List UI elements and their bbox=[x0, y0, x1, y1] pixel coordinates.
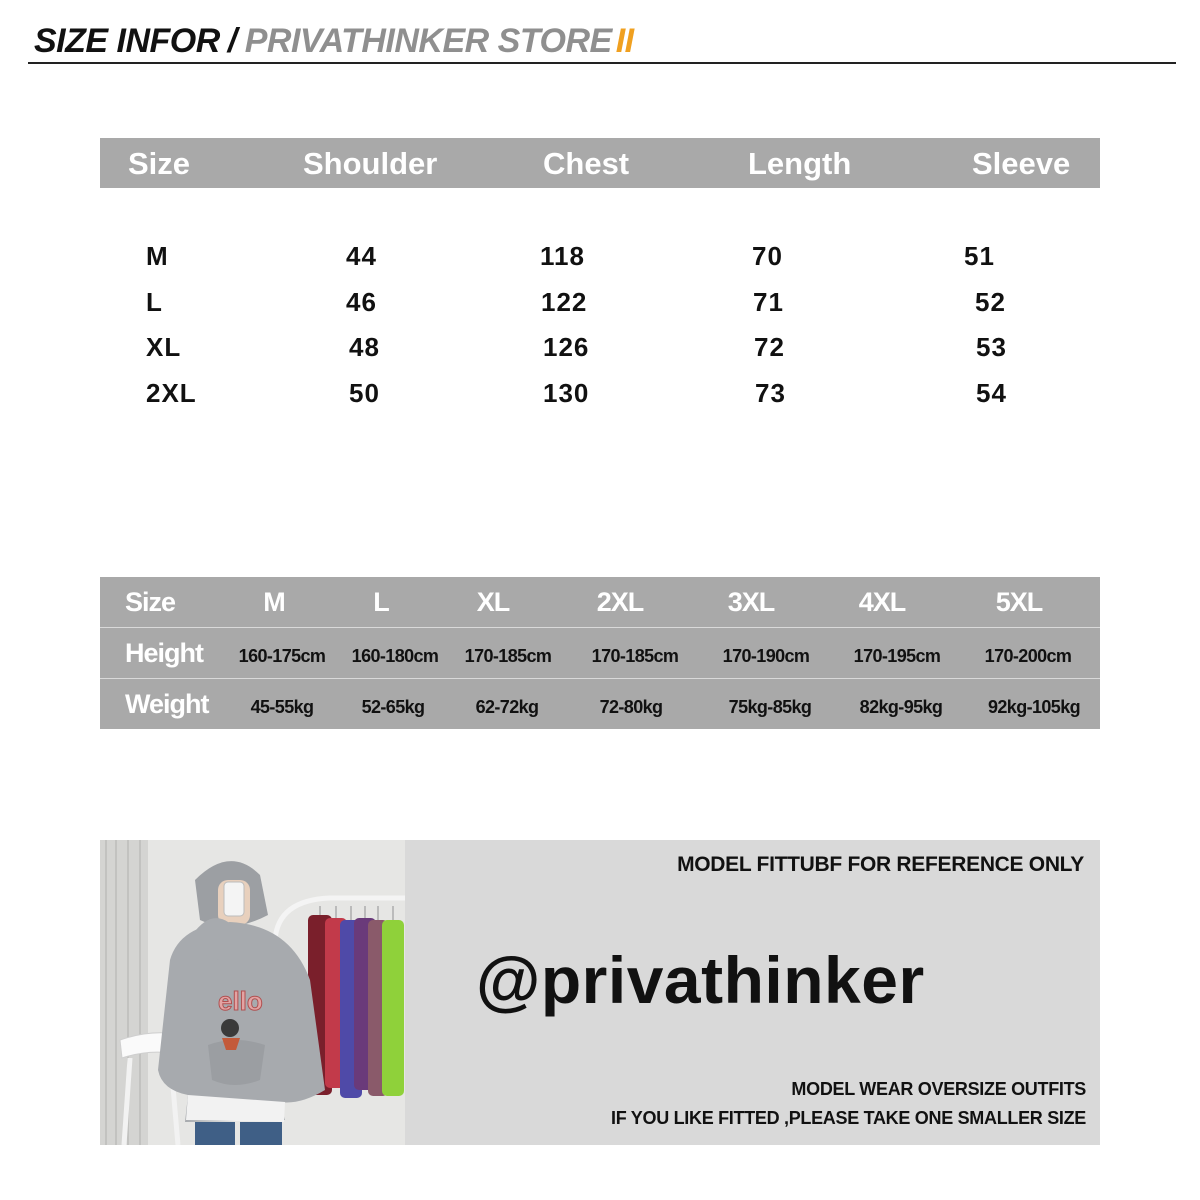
cell-chest: 126 bbox=[543, 332, 590, 362]
measurement-table-header bbox=[100, 138, 1100, 188]
cell-size: M bbox=[146, 241, 169, 271]
header-accent-mark: II bbox=[615, 22, 634, 60]
fit-row-label-size: Size bbox=[125, 587, 176, 617]
cell-size: L bbox=[146, 286, 163, 317]
weight-cell: 72-80kg bbox=[599, 697, 663, 717]
cell-shoulder: 48 bbox=[349, 332, 380, 362]
hoodie-print-text: ello bbox=[218, 986, 263, 1016]
fit-size-2xl: 2XL bbox=[596, 587, 644, 617]
cell-length: 72 bbox=[754, 332, 785, 362]
cell-length: 71 bbox=[753, 286, 784, 317]
table-row bbox=[100, 282, 1100, 328]
reference-note: MODEL FITTUBF FOR REFERENCE ONLY bbox=[677, 853, 1084, 876]
cell-sleeve: 52 bbox=[975, 286, 1006, 317]
column-header-chest: Chest bbox=[543, 146, 630, 181]
header-store-name: PRIVATHINKER STORE bbox=[244, 22, 612, 60]
page-header bbox=[34, 22, 634, 62]
weight-cell: 82kg-95kg bbox=[859, 697, 943, 717]
oversize-note: MODEL WEAR OVERSIZE OUTFITS bbox=[791, 1079, 1086, 1099]
model-reference-panel bbox=[100, 840, 1100, 1145]
height-cell: 170-190cm bbox=[722, 646, 810, 666]
cell-sleeve: 53 bbox=[976, 332, 1007, 362]
height-cell: 170-185cm bbox=[464, 646, 552, 666]
weight-cell: 52-65kg bbox=[361, 697, 425, 717]
fit-row-label-weight: Weight bbox=[125, 689, 209, 719]
weight-cell: 45-55kg bbox=[250, 697, 314, 717]
height-cell: 170-195cm bbox=[853, 646, 941, 666]
fit-row-label-height: Height bbox=[125, 638, 203, 668]
measurement-table-body bbox=[100, 236, 1100, 418]
cell-length: 73 bbox=[755, 377, 786, 408]
model-photo bbox=[100, 840, 405, 1145]
column-header-sleeve: Sleeve bbox=[972, 146, 1071, 181]
column-header-length: Length bbox=[748, 146, 852, 181]
cell-chest: 130 bbox=[543, 377, 590, 408]
cell-size: XL bbox=[146, 332, 182, 362]
weight-cell: 75kg-85kg bbox=[728, 697, 812, 717]
cell-shoulder: 46 bbox=[346, 286, 377, 317]
fit-size-4xl: 4XL bbox=[858, 587, 906, 617]
cell-size: 2XL bbox=[146, 377, 197, 408]
height-cell: 160-175cm bbox=[238, 646, 326, 666]
fitted-note: IF YOU LIKE FITTED ,PLEASE TAKE ONE SMALLER SIZE bbox=[611, 1108, 1086, 1128]
cell-chest: 118 bbox=[540, 241, 585, 271]
column-header-shoulder: Shoulder bbox=[303, 146, 438, 181]
header-divider bbox=[28, 62, 1176, 64]
fit-size-5xl: 5XL bbox=[995, 587, 1043, 617]
cell-shoulder: 44 bbox=[346, 241, 377, 271]
fit-row-size bbox=[100, 577, 1100, 628]
fit-size-l: L bbox=[373, 587, 389, 617]
fit-row-height bbox=[100, 628, 1100, 679]
cell-sleeve: 54 bbox=[976, 377, 1007, 408]
column-header-size: Size bbox=[128, 146, 191, 181]
brand-handle: @privathinker bbox=[476, 943, 925, 1017]
fit-row-weight bbox=[100, 679, 1100, 729]
fit-size-xl: XL bbox=[476, 587, 510, 617]
table-row bbox=[100, 327, 1100, 373]
cell-sleeve: 51 bbox=[964, 241, 995, 271]
table-row bbox=[100, 236, 1100, 282]
fit-size-3xl: 3XL bbox=[727, 587, 775, 617]
cell-length: 70 bbox=[752, 241, 783, 271]
height-cell: 170-200cm bbox=[984, 646, 1072, 666]
header-separator: / bbox=[227, 22, 237, 60]
cell-shoulder: 50 bbox=[349, 377, 380, 408]
height-cell: 160-180cm bbox=[351, 646, 439, 666]
weight-cell: 62-72kg bbox=[475, 697, 539, 717]
fit-advice bbox=[611, 1075, 1086, 1133]
table-row bbox=[100, 373, 1100, 419]
cell-chest: 122 bbox=[541, 286, 588, 317]
header-title: SIZE INFOR bbox=[34, 22, 220, 60]
weight-cell: 92kg-105kg bbox=[987, 697, 1081, 717]
fit-guide-table bbox=[100, 577, 1100, 729]
height-cell: 170-185cm bbox=[591, 646, 679, 666]
fit-size-m: M bbox=[263, 587, 285, 617]
